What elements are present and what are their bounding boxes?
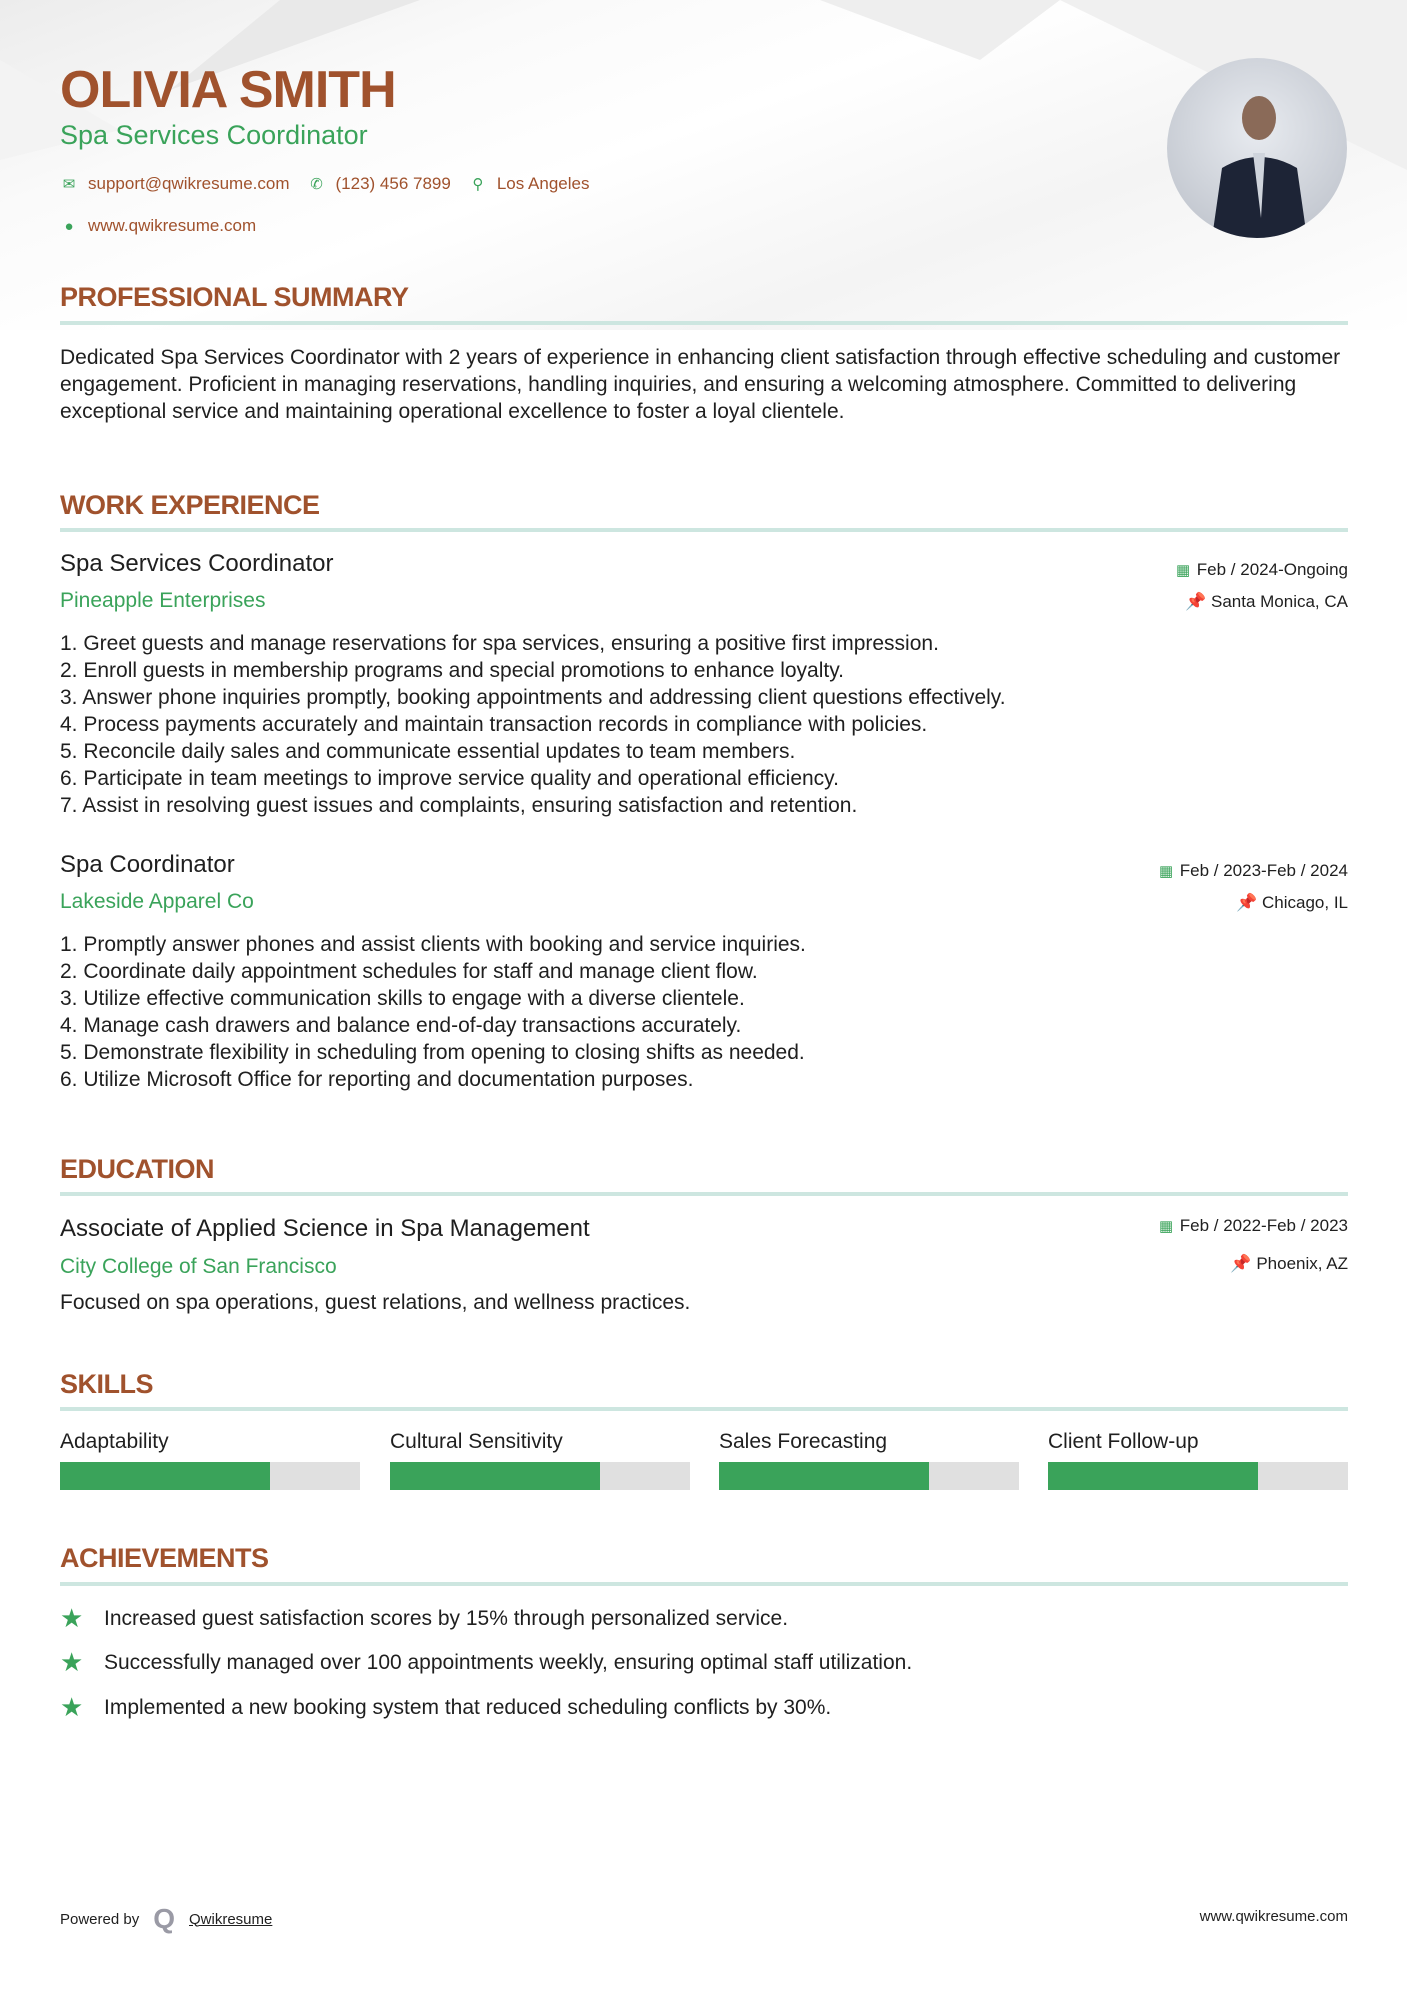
skill-label: Sales Forecasting (719, 1430, 888, 1453)
map-pin-icon: ⚲ (472, 176, 484, 193)
divider (60, 1192, 1348, 1196)
star-icon: ★ (60, 1692, 84, 1722)
job-location: 📌 Chicago, IL (1236, 893, 1348, 912)
divider (60, 321, 1348, 325)
list-item: 6. Participate in team meetings to improve service quality and operational efficiency. (60, 767, 839, 790)
skill-bar-fill (60, 1462, 270, 1490)
job-company: Lakeside Apparel Co (60, 890, 254, 913)
skill (1048, 1430, 1348, 1490)
degree: Associate of Applied Science in Spa Management (60, 1215, 590, 1242)
summary-text: Dedicated Spa Services Coordinator with 2 years of experience in enhancing client satisfaction through effective scheduling and customer engagement. Proficient in managing reservations, handling inquiries, and ensuring a welcoming atmosphere. Committed to delivering exceptional service and maintaining operational excellence to foster a loyal clientele. (60, 346, 1341, 423)
envelope-icon: ✉ (62, 176, 76, 193)
achievement: ★ Implemented a new booking system that reduced scheduling conflicts by 30%. (60, 1692, 832, 1722)
divider (60, 528, 1348, 532)
education-heading: EDUCATION (60, 1154, 214, 1184)
list-item: 3. Utilize effective communication skills to engage with a diverse clientele. (60, 987, 745, 1010)
achievement: ★ Increased guest satisfaction scores by 15% through personalized service. (60, 1603, 789, 1633)
skill-bar (719, 1462, 1019, 1490)
summary-heading: PROFESSIONAL SUMMARY (60, 282, 409, 312)
job-date: ▦ Feb / 2023-Feb / 2024 (1158, 861, 1348, 880)
calendar-icon: ▦ (1158, 1218, 1174, 1235)
powered-by-text: Powered by (60, 1910, 140, 1928)
job-date: ▦ Feb / 2024-Ongoing (1175, 560, 1348, 579)
job-duties (60, 630, 1340, 819)
star-icon: ★ (60, 1647, 84, 1677)
star-icon: ★ (60, 1603, 84, 1633)
email-link[interactable]: support@qwikresume.com (88, 174, 290, 193)
list-item: 6. Utilize Microsoft Office for reporting and documentation purposes. (60, 1068, 694, 1091)
skill (719, 1430, 1019, 1490)
skill-bar (1048, 1462, 1348, 1490)
list-item: 5. Reconcile daily sales and communicate essential updates to team members. (60, 740, 796, 763)
list-item: 1. Promptly answer phones and assist clients with booking and service inquiries. (60, 933, 806, 956)
pin-icon: 📌 (1185, 592, 1207, 611)
list-item: 4. Manage cash drawers and balance end-of-day transactions accurately. (60, 1014, 742, 1037)
skill-bar-fill (719, 1462, 929, 1490)
website-row (60, 216, 256, 236)
skill (390, 1430, 690, 1490)
education-location: 📌 Phoenix, AZ (1230, 1254, 1348, 1273)
footer-brand (60, 1903, 272, 1935)
qwikresume-logo-icon: Q (153, 1903, 175, 1934)
phone-icon: ✆ (310, 176, 323, 193)
list-item: 4. Process payments accurately and maintain transaction records in compliance with policies. (60, 713, 928, 736)
experience-heading: WORK EXPERIENCE (60, 490, 320, 520)
education-date: ▦ Feb / 2022-Feb / 2023 (1158, 1216, 1348, 1235)
skill-bar-fill (1048, 1462, 1258, 1490)
education-description: Focused on spa operations, guest relations, and wellness practices. (60, 1291, 691, 1314)
brand-link[interactable]: Qwikresume (189, 1910, 273, 1928)
list-item: 2. Enroll guests in membership programs and special promotions to enhance loyalty. (60, 659, 845, 682)
list-item: 7. Assist in resolving guest issues and complaints, ensuring satisfaction and retention. (60, 794, 858, 817)
candidate-name: OLIVIA SMITH (60, 61, 396, 119)
globe-icon: ● (64, 217, 74, 235)
job-title: Spa Services Coordinator (60, 550, 334, 577)
list-item: 1. Greet guests and manage reservations for spa services, ensuring a positive first impression. (60, 632, 939, 655)
location-text: Los Angeles (496, 174, 590, 193)
job-company: Pineapple Enterprises (60, 589, 266, 612)
job-location: 📌 Santa Monica, CA (1185, 592, 1348, 611)
skill (60, 1430, 360, 1490)
candidate-title: Spa Services Coordinator (60, 120, 368, 150)
divider (60, 1582, 1348, 1586)
pin-icon: 📌 (1230, 1254, 1252, 1273)
phone-text: (123) 456 7899 (335, 174, 451, 193)
job-title: Spa Coordinator (60, 851, 235, 878)
list-item: 2. Coordinate daily appointment schedules for staff and manage client flow. (60, 960, 758, 983)
achievement: ★ Successfully managed over 100 appointments weekly, ensuring optimal staff utilization. (60, 1647, 913, 1677)
school: City College of San Francisco (60, 1255, 337, 1278)
calendar-icon: ▦ (1175, 562, 1191, 579)
divider (60, 1407, 1348, 1411)
job-duties (60, 931, 1340, 1093)
calendar-icon: ▦ (1158, 863, 1174, 880)
website-link[interactable]: www.qwikresume.com (88, 216, 257, 235)
contact-row (60, 174, 589, 194)
skill-label: Cultural Sensitivity (390, 1430, 563, 1453)
skill-label: Adaptability (60, 1430, 169, 1453)
achievements-heading: ACHIEVEMENTS (60, 1543, 269, 1573)
pin-icon: 📌 (1236, 893, 1258, 912)
list-item: 5. Demonstrate flexibility in scheduling from opening to closing shifts as needed. (60, 1041, 805, 1064)
skill-bar (390, 1462, 690, 1490)
profile-photo (1167, 58, 1347, 238)
footer-website[interactable]: www.qwikresume.com (1199, 1908, 1348, 1925)
skills-heading: SKILLS (60, 1369, 154, 1399)
skill-label: Client Follow-up (1048, 1430, 1199, 1453)
skill-bar-fill (390, 1462, 600, 1490)
list-item: 3. Answer phone inquiries promptly, booking appointments and addressing client questions effectively. (60, 686, 1006, 709)
skill-bar (60, 1462, 360, 1490)
